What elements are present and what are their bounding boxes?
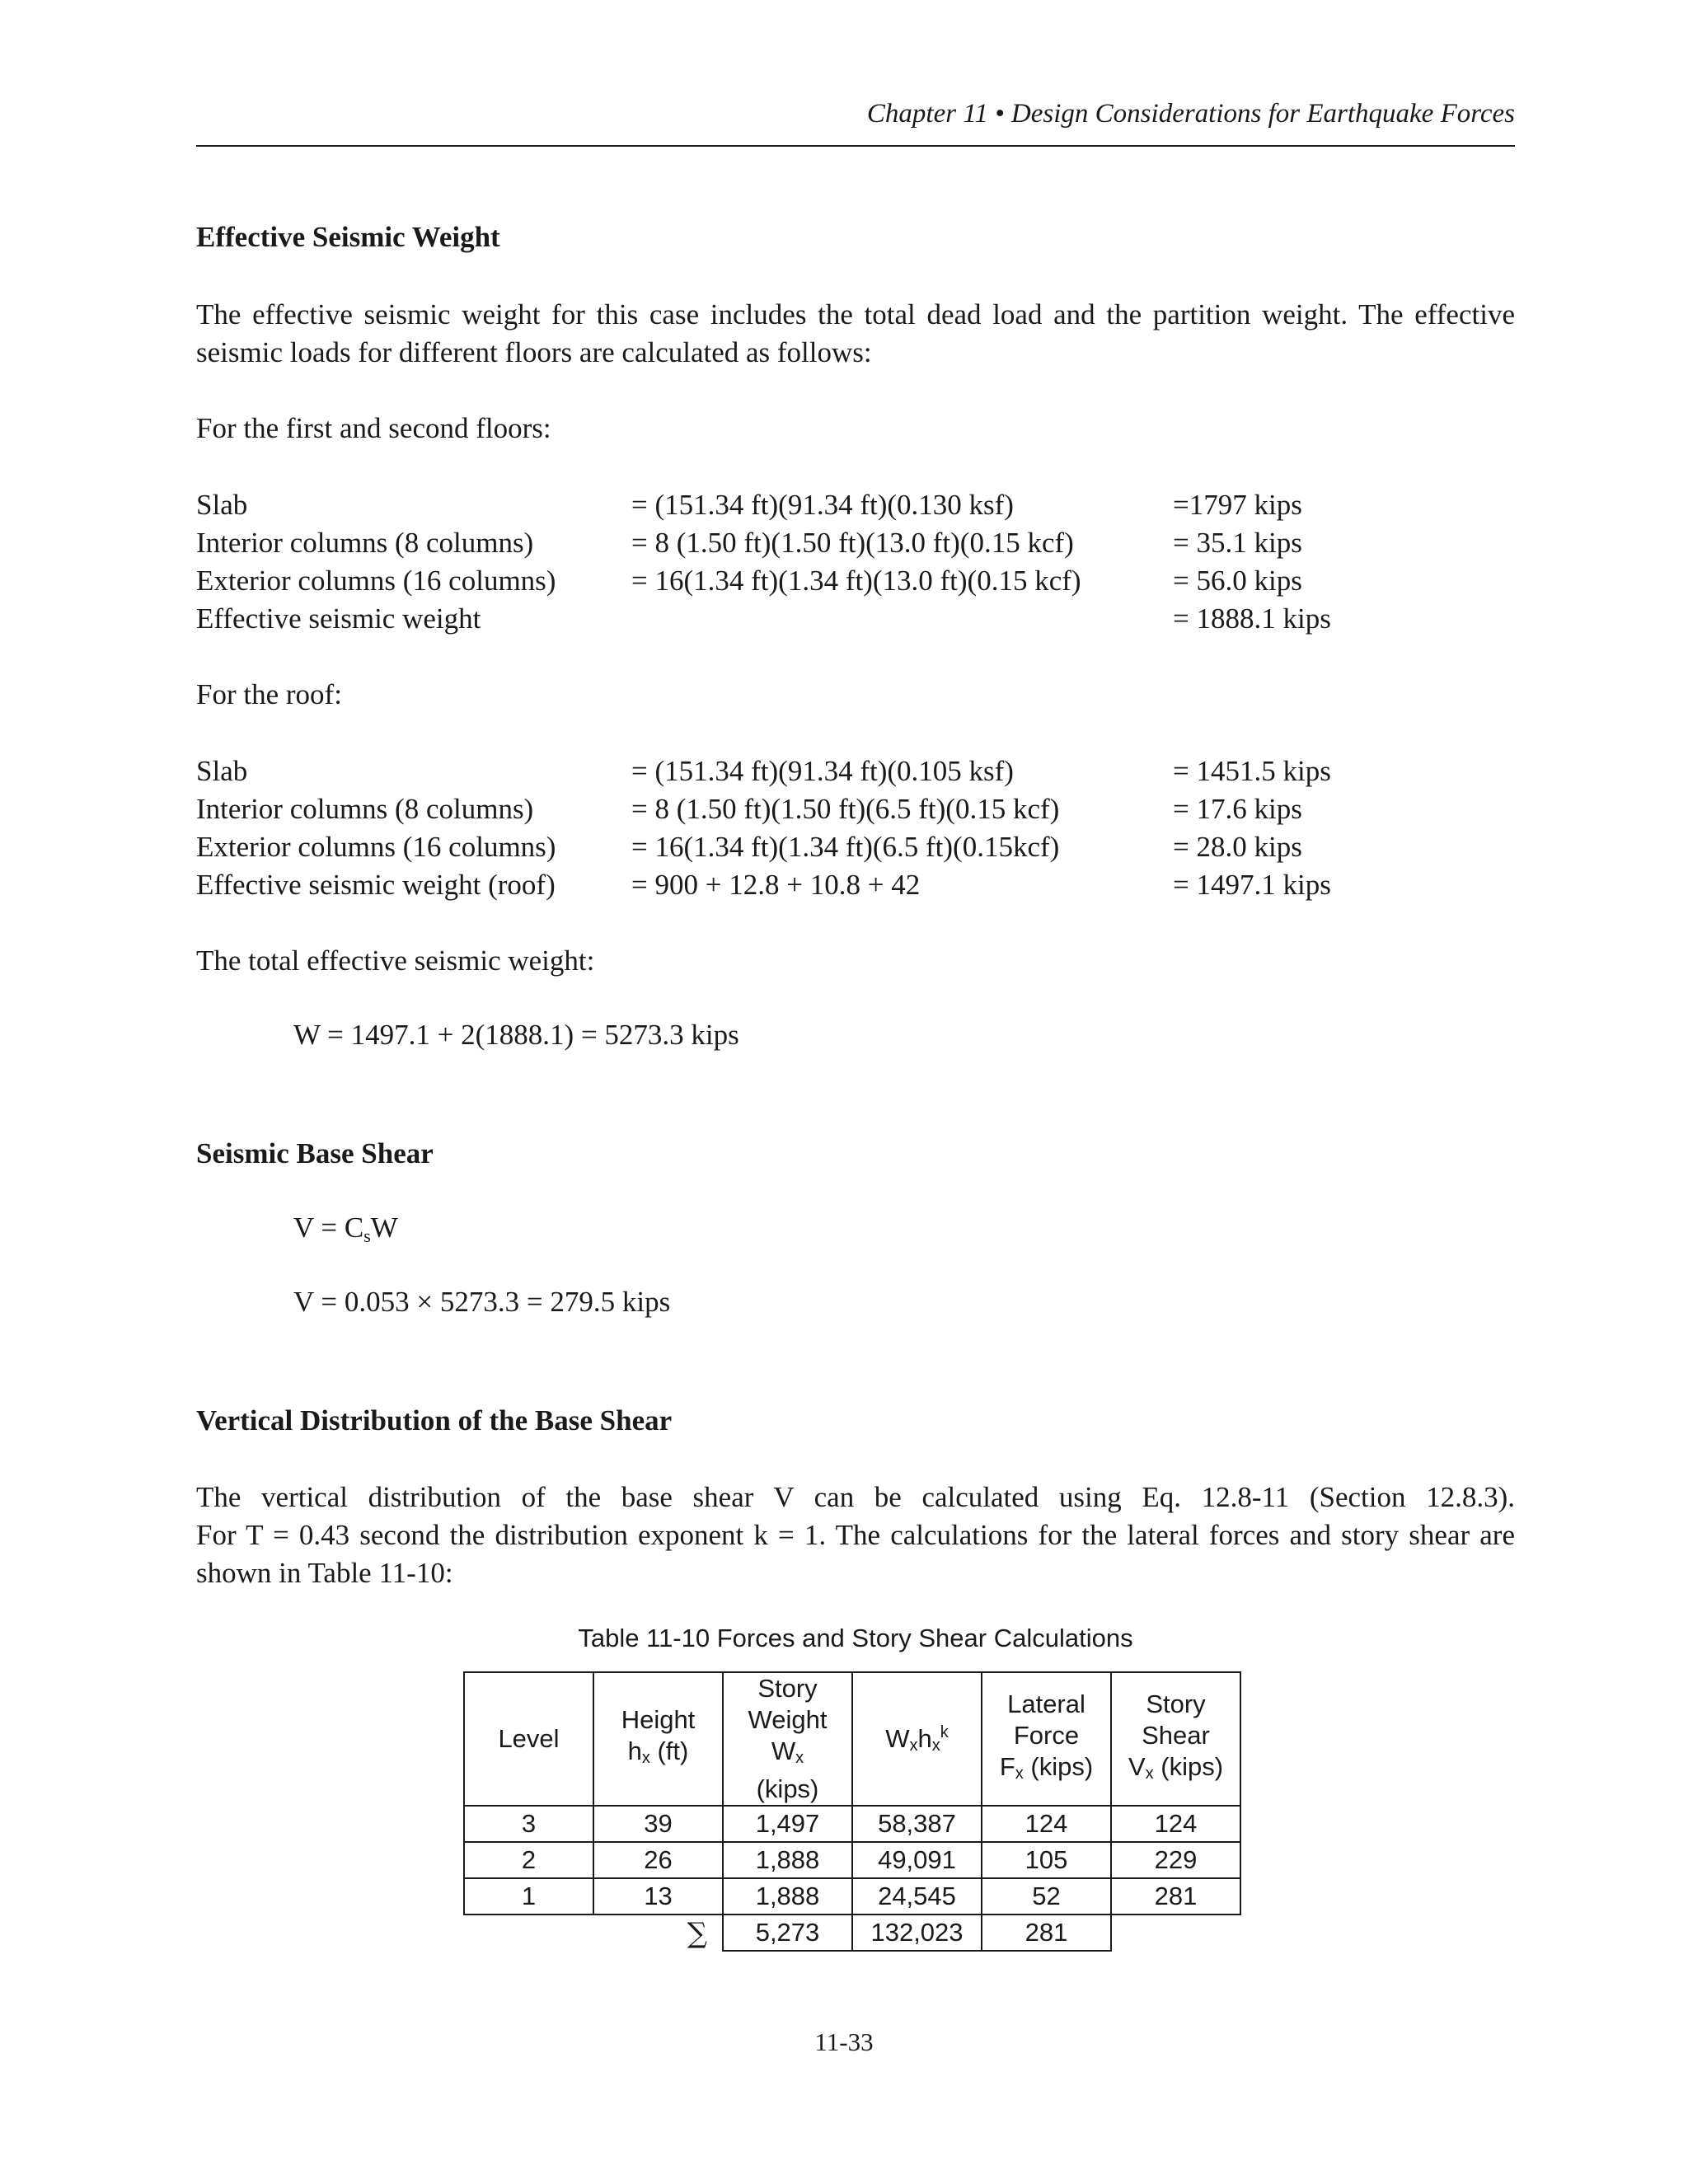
- calc-row: [196, 486, 1515, 524]
- sum-symbol: ∑: [687, 1916, 707, 1950]
- header-lateral-force: [982, 1672, 1111, 1806]
- calc-expression: = (151.34 ft)(91.34 ft)(0.105 ksf): [631, 755, 1014, 787]
- header-text: Lateral: [1007, 1690, 1085, 1718]
- cell-level: 3: [464, 1806, 593, 1842]
- cell-wxhxk: 58,387: [852, 1806, 982, 1842]
- calc-item: Exterior columns (16 columns): [196, 831, 556, 863]
- table-row: [464, 1842, 1240, 1878]
- calc-row: [196, 562, 1515, 600]
- total-weight-label: The total effective seismic weight:: [196, 944, 595, 977]
- header-text: W: [885, 1724, 910, 1753]
- sum-blank: [464, 1915, 593, 1951]
- calc-result: = 1451.5 kips: [1173, 755, 1331, 787]
- header-text: W: [771, 1736, 796, 1765]
- cell-shear: 229: [1111, 1842, 1240, 1878]
- table-row: [464, 1806, 1240, 1842]
- cell-shear: 281: [1111, 1878, 1240, 1915]
- cell-shear: 124: [1111, 1806, 1240, 1842]
- calc-row: [196, 752, 1515, 790]
- calc-item: Exterior columns (16 columns): [196, 565, 556, 597]
- header-story-weight: [723, 1672, 852, 1806]
- roof-calc-block: [196, 752, 1515, 904]
- calc-row: [196, 828, 1515, 866]
- vertical-distribution-line-1: The vertical distribution of the base shear V can be calculated using Eq. 12.8-11 (Section 12.8.3).: [196, 1481, 1515, 1513]
- calc-expression: = 16(1.34 ft)(1.34 ft)(13.0 ft)(0.15 kcf): [631, 565, 1081, 597]
- table-header-row: [464, 1672, 1240, 1806]
- calc-row: [196, 600, 1515, 638]
- calc-result: = 1497.1 kips: [1173, 869, 1331, 901]
- vertical-distribution-line-3: shown in Table 11-10:: [196, 1557, 453, 1589]
- formula-subscript: s: [363, 1226, 371, 1246]
- header-text: Shear: [1142, 1721, 1210, 1750]
- calc-expression: = 8 (1.50 ft)(1.50 ft)(13.0 ft)(0.15 kcf): [631, 527, 1074, 559]
- cell-level: 1: [464, 1878, 593, 1915]
- header-text: Weight: [748, 1705, 828, 1734]
- section-heading-vertical-distribution: Vertical Distribution of the Base Shear: [196, 1404, 673, 1436]
- effective-weight-intro: The effective seismic weight for this case includes the total dead load and the partition weight. The effective seismic loads for different floors are calculated as follows:: [196, 298, 1515, 368]
- cell-wxhxk: 24,545: [852, 1878, 982, 1915]
- cell-force: 52: [982, 1878, 1111, 1915]
- header-text: V: [1128, 1752, 1146, 1781]
- calc-item: Slab: [196, 489, 248, 521]
- calc-row: [196, 790, 1515, 828]
- cell-height: 13: [593, 1878, 723, 1915]
- calc-result: = 35.1 kips: [1173, 527, 1302, 559]
- cell-weight: 1,497: [723, 1806, 852, 1842]
- header-text: F: [999, 1752, 1015, 1781]
- calc-item: Slab: [196, 755, 248, 787]
- section-heading-base-shear: Seismic Base Shear: [196, 1137, 434, 1169]
- cell-weight: 1,888: [723, 1878, 852, 1915]
- calc-item: Effective seismic weight (roof): [196, 869, 556, 901]
- header-text: Height: [621, 1705, 696, 1734]
- formula-lhs: V = C: [293, 1212, 364, 1244]
- header-subscript: x: [641, 1749, 650, 1767]
- header-text: Force: [1013, 1721, 1080, 1750]
- header-level: [464, 1672, 593, 1806]
- calc-row: [196, 866, 1515, 904]
- cell-height: 26: [593, 1842, 723, 1878]
- calc-expression: = 8 (1.50 ft)(1.50 ft)(6.5 ft)(0.15 kcf): [631, 793, 1060, 825]
- header-subscript: x: [1145, 1765, 1154, 1783]
- header-subscript: x: [1015, 1765, 1024, 1783]
- floors-label: For the first and second floors:: [196, 412, 551, 444]
- header-wxhxk: [852, 1672, 982, 1806]
- calc-result: = 56.0 kips: [1173, 565, 1302, 597]
- header-text: Level: [498, 1724, 560, 1753]
- roof-label: For the roof:: [196, 678, 342, 710]
- sum-wxhxk: 132,023: [852, 1915, 982, 1951]
- sum-blank: [1111, 1915, 1240, 1951]
- cell-force: 105: [982, 1842, 1111, 1878]
- cell-height: 39: [593, 1806, 723, 1842]
- calc-result: = 17.6 kips: [1173, 793, 1302, 825]
- formula-rhs: W: [370, 1212, 398, 1244]
- forces-table: [463, 1671, 1241, 1952]
- header-subscript: x: [909, 1736, 918, 1755]
- header-story-shear: [1111, 1672, 1240, 1806]
- calc-expression: = 16(1.34 ft)(1.34 ft)(6.5 ft)(0.15kcf): [631, 831, 1060, 863]
- cell-level: 2: [464, 1842, 593, 1878]
- header-subscript: x: [795, 1749, 804, 1767]
- calc-item: Interior columns (8 columns): [196, 527, 534, 559]
- header-rule: [196, 145, 1515, 147]
- vertical-distribution-line-2: For T = 0.43 second the distribution exponent k = 1. The calculations for the lateral forces and story shear are: [196, 1519, 1515, 1551]
- header-text: h: [627, 1736, 642, 1765]
- base-shear-formula: [293, 1212, 398, 1247]
- cell-weight: 1,888: [723, 1842, 852, 1878]
- header-text: (ft): [649, 1736, 689, 1765]
- header-text: (kips): [1023, 1752, 1094, 1781]
- cell-force: 124: [982, 1806, 1111, 1842]
- calc-result: = 1888.1 kips: [1173, 602, 1331, 635]
- cell-wxhxk: 49,091: [852, 1842, 982, 1878]
- sum-weight: 5,273: [723, 1915, 852, 1951]
- calc-row: [196, 524, 1515, 562]
- header-text: (kips): [756, 1774, 819, 1803]
- calc-result: = 28.0 kips: [1173, 831, 1302, 863]
- page-number: 11-33: [814, 2027, 874, 2056]
- table-sum-row: [464, 1915, 1240, 1951]
- header-subscript: x: [931, 1736, 940, 1755]
- calc-expression: = 900 + 12.8 + 10.8 + 42: [631, 869, 921, 901]
- total-weight-equation: W = 1497.1 + 2(1888.1) = 5273.3 kips: [293, 1019, 739, 1051]
- header-text: Story: [757, 1674, 818, 1703]
- sum-force: 281: [982, 1915, 1111, 1951]
- table-row: [464, 1878, 1240, 1915]
- section-heading-effective-weight: Effective Seismic Weight: [196, 221, 500, 253]
- header-text: h: [917, 1724, 932, 1753]
- calc-item: Interior columns (8 columns): [196, 793, 534, 825]
- header-text: (kips): [1153, 1752, 1224, 1781]
- floors-calc-block: [196, 486, 1515, 638]
- running-head: Chapter 11 • Design Considerations for Earthquake Forces: [866, 99, 1515, 129]
- base-shear-calculation: V = 0.053 × 5273.3 = 279.5 kips: [293, 1286, 671, 1318]
- calc-expression: = (151.34 ft)(91.34 ft)(0.130 ksf): [631, 489, 1014, 521]
- header-superscript: k: [940, 1723, 949, 1741]
- calc-item: Effective seismic weight: [196, 602, 481, 635]
- header-text: Story: [1146, 1690, 1206, 1718]
- table-caption: Table 11-10 Forces and Story Shear Calculations: [578, 1624, 1133, 1652]
- calc-result: =1797 kips: [1173, 489, 1302, 521]
- header-height: [593, 1672, 723, 1806]
